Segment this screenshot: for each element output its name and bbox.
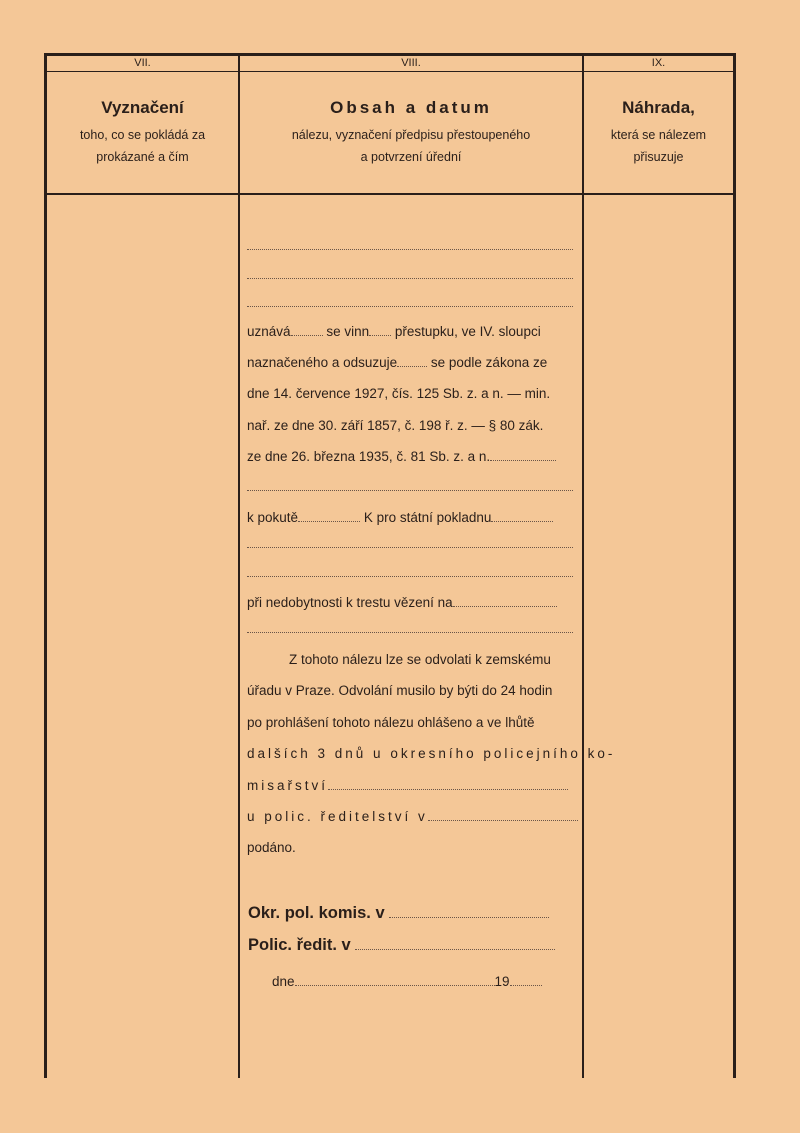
column-number-ix: IX. [651, 57, 666, 69]
fill-blank [490, 459, 556, 461]
fill-blank [355, 948, 555, 950]
text-polic-reditelstvi: u polic. ředitelství v [247, 809, 428, 824]
header-bottom-divider [44, 193, 736, 195]
column-header-viii [240, 98, 582, 168]
fill-blank [397, 365, 427, 367]
year-blank [510, 984, 542, 986]
polic-redit-line [248, 936, 555, 955]
column-subtitle-line: která se nálezem [610, 128, 707, 142]
text-polic-redit: Polic. ředit. v [248, 936, 351, 954]
appeal-line-3: po prohlášení tohoto nálezu ohlášeno a ve lhůtě [247, 715, 535, 730]
text-podano: podáno. [247, 840, 296, 855]
fine-line [247, 508, 573, 528]
column-subtitle-line: prokázané a čím [96, 150, 189, 164]
fill-blank [328, 788, 568, 790]
blank-line [247, 278, 573, 279]
text-misarstvi: misařství [247, 778, 328, 793]
appeal-line-4 [247, 744, 616, 764]
top-border [44, 53, 736, 56]
date-line [272, 972, 552, 992]
text-vezeni: při nedobytnosti k trestu vězení na [247, 595, 453, 610]
text-naznaceneho: naznačeného a odsuzuje [247, 355, 398, 370]
column-title: Vyznačení [101, 98, 184, 117]
imprisonment-line [247, 593, 573, 613]
column-title: Náhrada, [622, 98, 695, 117]
blank-line [247, 490, 573, 491]
blank-line [247, 576, 573, 577]
date-blank [295, 984, 495, 986]
text-se-podle-zakona: se podle zákona ze [430, 355, 548, 370]
fine-amount-blank [298, 520, 360, 522]
blank-line [247, 249, 573, 250]
text-dne: dne [272, 974, 295, 989]
fill-blank [389, 916, 549, 918]
column-subtitle-line: přisuzuje [633, 150, 684, 164]
column-title: Obsah a datum [330, 98, 492, 117]
column-header-ix [584, 98, 733, 168]
verdict-line-2 [247, 353, 573, 373]
verdict-line-4: nař. ze dne 30. září 1857, č. 198 ř. z. — § 80 zák. [247, 418, 544, 433]
text-law-reference: ze dne 26. března 1935, č. 81 Sb. z. a n. [247, 449, 491, 464]
column-number-vii: VII. [134, 57, 151, 69]
column-subtitle-line: toho, co se pokládá za [79, 128, 206, 142]
text-okr-pol-komis: Okr. pol. komis. v [248, 904, 385, 922]
column-header-vii [47, 98, 238, 168]
text-appeal-continued: dalších 3 dnů u okresního policejního ko- [247, 746, 616, 761]
blank-line [247, 632, 573, 633]
appeal-line-1: Z tohoto nálezu lze se odvolati k zemskému [289, 652, 551, 667]
police-directorate-line [247, 807, 573, 827]
fill-blank [428, 819, 578, 821]
text-prestupku: přestupku, ve IV. sloupci [394, 324, 541, 339]
column-subtitle-line: a potvrzení úřední [360, 150, 462, 164]
header-number-divider [44, 71, 736, 72]
okr-pol-komis-line [248, 904, 549, 923]
column-subtitle-line: nálezu, vyznačení předpisu přestoupeného [291, 128, 531, 142]
text-statni-pokladnu: K pro státní pokladnu [363, 510, 492, 525]
column-number-viii: VIII. [401, 57, 421, 69]
text-se-vinn: se vinn [326, 324, 370, 339]
left-border [44, 53, 47, 1078]
verdict-line-1 [247, 322, 573, 342]
text-year-prefix: 19 [494, 974, 510, 989]
appeal-line-2: úřadu v Praze. Odvolání musilo by býti do 24 hodin [247, 683, 553, 698]
text-uznava: uznává [247, 324, 291, 339]
fill-blank [491, 520, 553, 522]
right-border [733, 53, 736, 1078]
blank-line [247, 547, 573, 548]
verdict-line-5 [247, 447, 573, 467]
column-divider-2 [582, 53, 584, 1078]
fill-blank [291, 334, 323, 336]
fill-blank [453, 605, 557, 607]
verdict-line-3: dne 14. července 1927, čís. 125 Sb. z. a n. — min. [247, 386, 551, 401]
fill-blank [369, 334, 391, 336]
misarstvi-line [247, 776, 573, 796]
column-divider-1 [238, 53, 240, 1078]
text-k-pokute: k pokutě [247, 510, 299, 525]
blank-line [247, 306, 573, 307]
